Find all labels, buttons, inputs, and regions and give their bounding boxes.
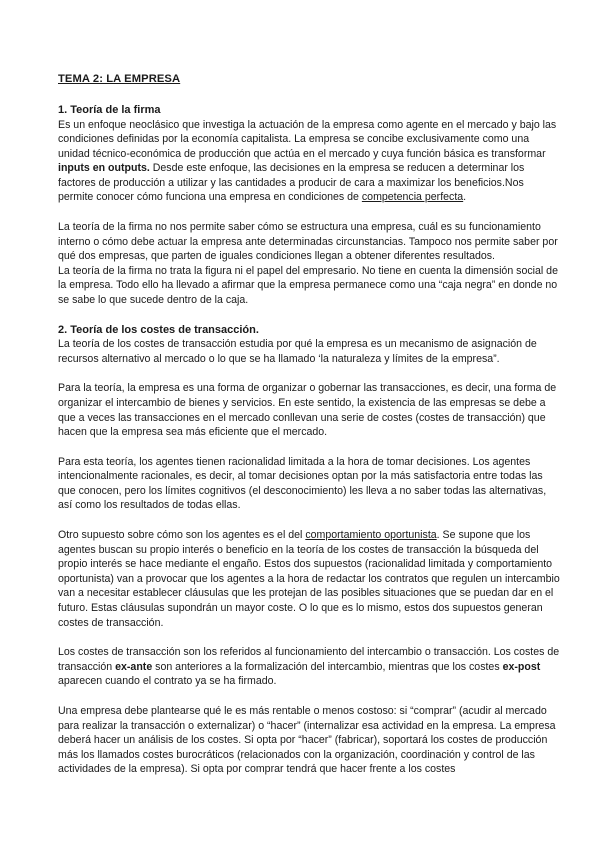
paragraph-costes-ex-ante-ex-post (58, 645, 560, 689)
paragraph-firma-caja-negra: La teoría de la firma no trata la figura ni el papel del empresario. No tiene en cuenta la dimensión social de la empresa. Todo ello ha llevado a afirmar que la empresa permanece como una “caja negra” en donde no se sabe lo que sucede dentro de la caja. (58, 264, 558, 307)
bold-text-ex-post: ex-post (502, 660, 541, 673)
document-title: TEMA 2: LA EMPRESA (58, 73, 181, 85)
text-run: Es un enfoque neoclásico que investiga la actuación de la empresa como agente en el mercado y bajo las condiciones definidas por la economía capitalista. La empresa se concibe exclusivamente como una unidad técnico-económica de producción que actúa en el mercado y cuya función básica es transformar (58, 118, 557, 160)
paragraph-costes-comprar-hacer: Una empresa debe plantearse qué le es más rentable o menos costoso: si “comprar” (acudir al mercado para realizar la transacción o externalizar) o “hacer” (internalizar esa actividad en la empresa. La empresa deberá hacer un análisis de los costes. Si opta por “hacer” (fabricar), soportará los costes de producción más los llamados costes burocráticos (relacionados con la organización, coordinación y control de las actividades de la empresa). Si opta por comprar tendrá que hacer frente a los costes (58, 705, 556, 776)
underlined-text-competencia-perfecta: competencia perfecta (361, 191, 464, 204)
underlined-text-comportamiento-oportunista: comportamiento oportunista (305, 529, 437, 542)
paragraph-firma-limites: La teoría de la firma no nos permite saber cómo se estructura una empresa, cuál es su funcionamiento interno o cómo debe actuar la empresa ante determinadas circunstancias. Tampoco nos permite saber por qué dos empresas, que parten de iguales condiciones llegan a obtener diferentes resultados. (58, 221, 558, 263)
paragraph-costes-organizar: Para la teoría, la empresa es una forma de organizar o gobernar las transacciones, es decir, una forma de organizar el intercambio de bienes y servicios. En este sentido, la existencia de las empresas se debe a que a veces las transacciones en el mercado conllevan una serie de costes (costes de transacción) que hacen que la empresa sea más eficiente que el mercado. (58, 382, 557, 439)
paragraph-costes-oportunista (58, 528, 560, 630)
text-run: Los costes de transacción son los referidos al funcionamiento del intercambio o transacción. Los costes de transacción (58, 646, 560, 673)
paragraph-costes-intro: La teoría de los costes de transacción estudia por qué la empresa es un mecanismo de asignación de recursos alternativo al mercado o lo que se ha llamado ‘la naturaleza y límites de la empresa”. (58, 338, 537, 365)
paragraph-costes-racionalidad: Para esta teoría, los agentes tienen racionalidad limitada a la hora de tomar decisiones. Los agentes intencionalmente racionales, es decir, al tomar decisiones optan por la más satisfactoria entre todas las que conocen, pero los límites cognitivos (el desconocimiento) les lleva a no saber todas las alternativas, así como los resultados de todas ellas. (58, 455, 547, 512)
text-run: son anteriores a la formalización del intercambio, mientras que los costes (152, 660, 503, 673)
section-heading-costes-transaccion: 2. Teoría de los costes de transacción. (58, 323, 259, 336)
section-heading-teoria-firma: 1. Teoría de la firma (58, 104, 161, 116)
bold-text-inputs-outputs: inputs en outputs. (58, 162, 150, 175)
paragraph-firma-enfoque (58, 118, 560, 206)
text-run: Desde este enfoque, las decisiones en la empresa se reducen a determinar los factores de producción a utilizar y las cantidades a producir de cara a maximizar los beneficios.Nos permite conocer cómo funciona una empresa en condiciones de (58, 162, 525, 204)
text-run: . (463, 191, 467, 204)
bold-text-ex-ante: ex-ante (115, 660, 153, 673)
text-run: Otro supuesto sobre cómo son los agentes es el del (58, 529, 306, 542)
text-run: aparecen cuando el contrato ya se ha firmado. (58, 675, 277, 688)
text-run: . Se supone que los agentes buscan su propio interés o beneficio en la teoría de los costes de transacción la búsqueda del propio interés se hace mediante el engaño. Estos dos supuestos (racionalidad limitada y comportamiento oportunista) van a provocar que los agentes a la hora de redactar los contratos que regulen un intercambio van a necesitar establecer cláusulas que les protejan de las posibles situaciones que se puedan dar en el futuro. Estas cláusulas supondrán un mayor coste. O lo que es lo mismo, estos dos supuestos generan costes de transacción. (58, 529, 560, 629)
